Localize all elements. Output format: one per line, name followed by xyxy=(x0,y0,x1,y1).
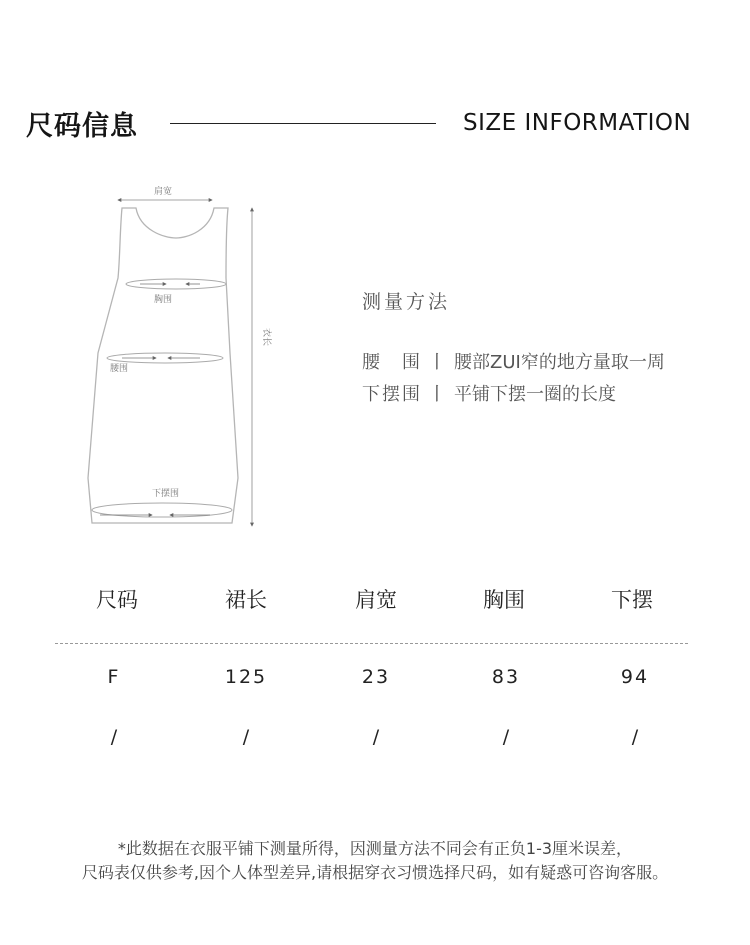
method-name: 下摆围 xyxy=(362,384,422,405)
label-hem: 下摆围 xyxy=(152,489,180,499)
table-header-length: 裙长 xyxy=(225,588,267,612)
section-title-en: SIZE INFORMATION xyxy=(463,110,692,136)
title-divider-line xyxy=(170,123,436,124)
method-heading: 测量方法 xyxy=(362,291,451,313)
method-separator: 丨 xyxy=(428,352,446,373)
label-waist: 腰围 xyxy=(110,364,129,374)
table-cell: 23 xyxy=(361,666,391,688)
method-name: 腰 围 xyxy=(362,352,422,373)
table-header-shoulder: 肩宽 xyxy=(355,588,397,612)
table-cell: 94 xyxy=(620,666,650,688)
table-cell: / xyxy=(372,726,380,748)
table-cell: 125 xyxy=(224,666,268,688)
table-cell: F xyxy=(107,666,121,688)
section-title-cn: 尺码信息 xyxy=(26,111,138,142)
method-desc: 腰部ZUI窄的地方量取一周 xyxy=(454,352,665,373)
table-cell: / xyxy=(502,726,510,748)
table-cell: / xyxy=(110,726,118,748)
label-shoulder: 肩宽 xyxy=(154,187,173,197)
table-cell: / xyxy=(242,726,250,748)
table-divider xyxy=(55,643,688,644)
label-length: 衣长 xyxy=(261,328,271,347)
footnote-line-2: 尺码表仅供参考,因个人体型差异,请根据穿衣习惯选择尺码，如有疑惑可咨询客服。 xyxy=(81,863,669,882)
table-header-hem: 下摆 xyxy=(611,588,653,612)
method-desc: 平铺下摆一圈的长度 xyxy=(454,384,616,405)
method-separator: 丨 xyxy=(428,384,446,405)
footnote-line-1: *此数据在衣服平铺下测量所得，因测量方法不同会有正负1-3厘米误差， xyxy=(117,839,633,858)
method-row-waist xyxy=(362,348,665,374)
method-row-hem xyxy=(362,380,616,406)
table-cell: 83 xyxy=(491,666,521,688)
label-chest: 胸围 xyxy=(154,295,173,305)
table-header-chest: 胸围 xyxy=(483,588,525,612)
table-header-size: 尺码 xyxy=(96,588,138,612)
dress-measurement-diagram xyxy=(80,178,280,538)
table-cell: / xyxy=(631,726,639,748)
